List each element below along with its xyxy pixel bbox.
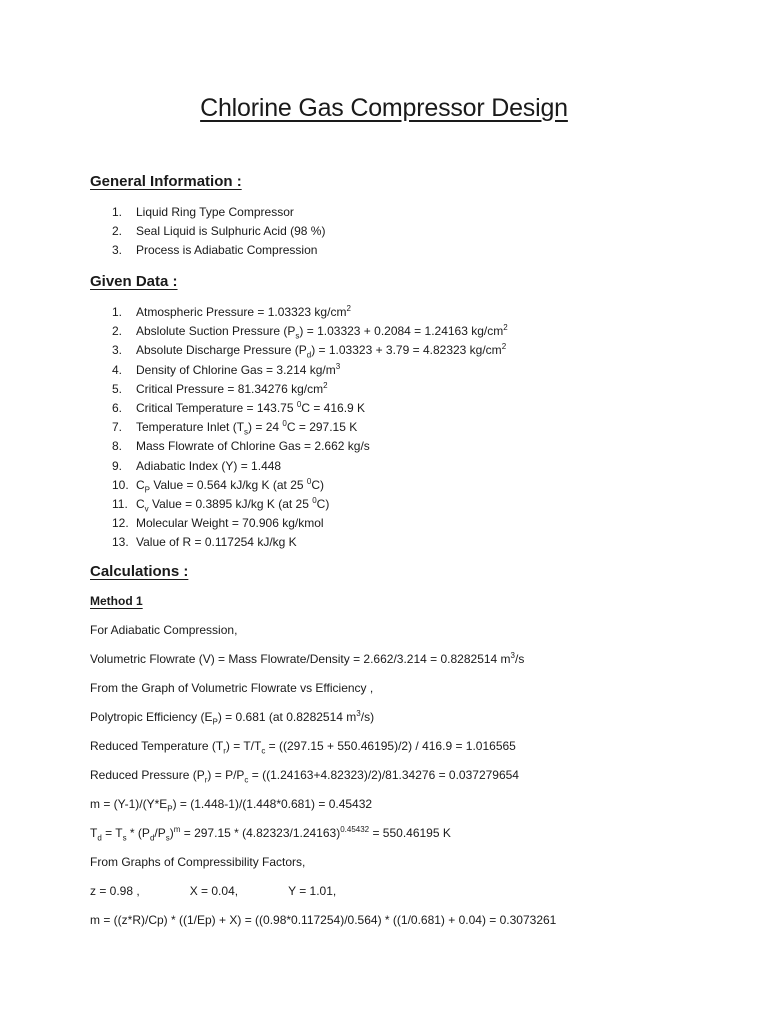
list-item: 6. Critical Temperature = 143.75 $^0$C = 416.9 K [112, 399, 366, 415]
list-item: 4. Density of Chlorine Gas = 3.214 $kg/m^3$ [112, 361, 341, 377]
list-item: 11. $C_v$ Value = 0.3895 kJ/kg K (at 25 $^0$C) [112, 495, 330, 514]
list-item: 2. Abslolute Suction Pressure $(P_s) = 1.03323 + 0.2084 = 1.24163$ $kg/cm^2$ [112, 323, 508, 341]
calc-line: z = 0.98 , X = 0.04, Y = 1.01, [90, 884, 337, 898]
calculations-heading: Calculations : [90, 563, 189, 580]
calc-line: From the Graph of Volumetric Flowrate vs Efficiency , [90, 681, 374, 695]
list-item: 10. $C_P$ Value = 0.564 kJ/kg K (at 25 $^0$C) [112, 476, 325, 495]
general-info-heading: General Information : [90, 173, 242, 190]
list-item: 7. Temperature Inlet $(T_s) = 24$ $^0$C = 297.15 K [112, 419, 358, 437]
list-item: 12. Molecular Weight = 70.906 kg/kmol [112, 516, 324, 531]
calc-line: $m = (Y-1)/(Y*E_P) = (1.448-1)/(1.448*0.681) = 0.45432$ [90, 797, 373, 814]
method-heading: Method 1 [90, 594, 143, 608]
list-item: 5. Critical Pressure = 81.34276 $kg/cm^2$ [112, 380, 328, 396]
calc-line: For Adiabatic Compression, [90, 623, 238, 637]
list-item: 9. Adiabatic Index (Y) = 1.448 [112, 458, 282, 473]
list-item: 8. Mass Flowrate of Chlorine Gas = 2.662 kg/s [112, 439, 370, 454]
calc-line: Reduced Pressure $(P_r) = P/P_c = ((1.24163+4.82323)/2)/81.34276 = 0.037279654$ [90, 768, 519, 785]
given-data-list [112, 303, 508, 552]
calc-line: m = ((z*R)/Cp) * ((1/Ep) + X) = ((0.98*0.117254)/0.564) * ((1/0.681) + 0.04) = 0.3073261 [90, 913, 557, 927]
calc-line: From Graphs of Compressibility Factors, [90, 855, 306, 869]
calc-line: $T_d = T_s * (P_d/P_s)^m = 297.15 * (4.82323/1.24163)^{0.45432} = 550.46195$ K [90, 825, 451, 843]
calc-line: Polytropic Efficiency $(E_P) = 0.681$ (at 0.8282514 $m^3/s$) [90, 709, 375, 727]
list-item: 13. Value of R = 0.117254 kJ/kg K [112, 535, 297, 550]
list-item: 1. Liquid Ring Type Compressor [112, 205, 294, 219]
calc-line: Reduced Temperature $(T_r) = T/T_c = ((297.15 + 550.46195)/2) / 416.9 = 1.016565$ [90, 739, 516, 756]
page-title: Chlorine Gas Compressor Design [200, 94, 568, 122]
calc-line: Volumetric Flowrate (V) = Mass Flowrate/Density = 2.662/3.214 = 0.8282514 $m^3/s$ [90, 651, 525, 666]
list-item: 3. Absolute Discharge Pressure $(P_d) = 1.03323 + 3.79 = 4.82323$ $kg/cm^2$ [112, 342, 507, 360]
general-info-list [112, 203, 325, 260]
list-item: 2. Seal Liquid is Sulphuric Acid (98 %) [112, 224, 326, 238]
given-data-heading: Given Data : [90, 273, 178, 290]
list-item: 1. Atmospheric Pressure = 1.03323 $kg/cm^2$ [112, 304, 351, 319]
list-item: 3. Process is Adiabatic Compression [112, 243, 318, 257]
